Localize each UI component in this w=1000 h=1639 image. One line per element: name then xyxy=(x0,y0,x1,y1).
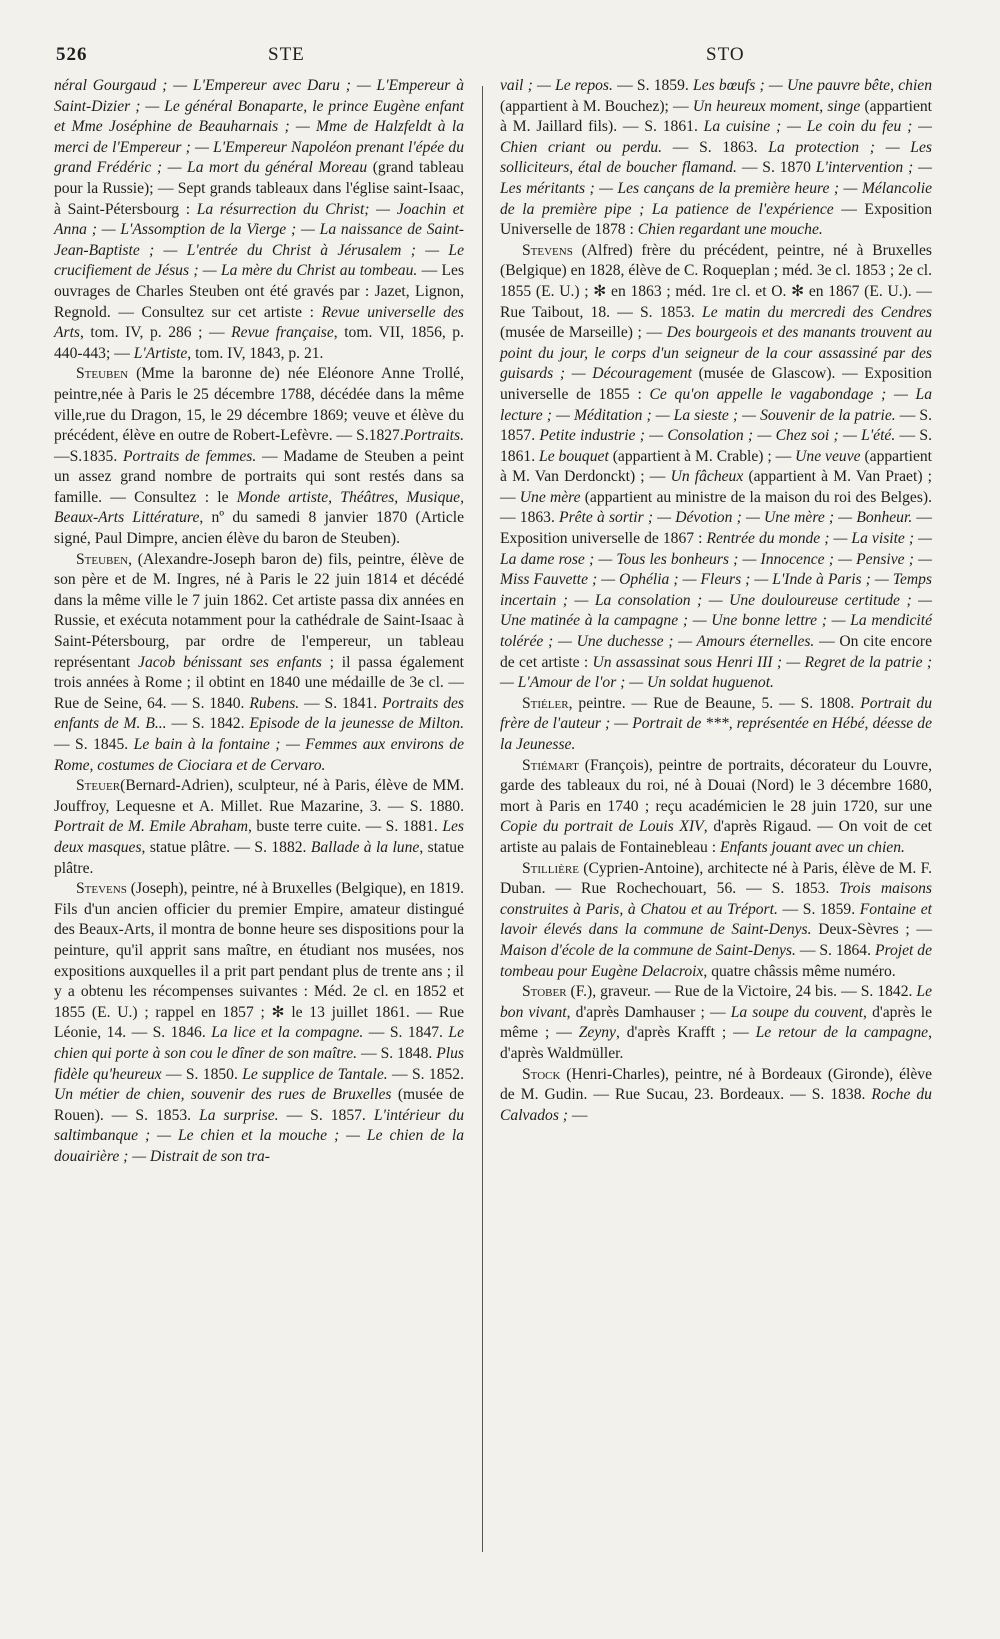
entry-paragraph: Stober (F.), graveur. — Rue de la Victoire, 24 bis. — S. 1842. Le bon vivant, d'après Damhauser ; — La soupe du couvent, d'après le même ; — Zeyny, d'après Krafft ; — Le retour de la campagne, d'après Waldmüller. xyxy=(500,983,932,1062)
left-column xyxy=(54,76,464,1167)
left-running-head: STE xyxy=(268,44,305,65)
entry-paragraph: Steuben (Mme la baronne de) née Eléonore Anne Trollé, peintre,née à Paris le 25 décembre 1788, décédée dans la même ville,rue du Dragon, 15, le 29 décembre 1869; veuve et élève du précédent, élève en outre de Robert-Lefèvre. — S.1827.Portraits. —S.1835. Portraits de femmes. — Madame de Steuben a peint un assez grand nombre de portraits qui sont restés dans sa famille. — Consultez : le Monde artiste, Théâtres, Musique, Beaux-Arts Littérature, nº du samedi 8 janvier 1870 (Article signé, Paul Dimpre, ancien élève du baron de Steuben). xyxy=(54,365,465,548)
column-divider xyxy=(482,86,483,1552)
entry-paragraph: Stock (Henri-Charles), peintre, né à Bordeaux (Gironde), élève de M. Gudin. — Rue Sucau, 23. Bordeaux. — S. 1838. Roche du Calvados ; — xyxy=(500,1065,932,1124)
entry-paragraph: Stevens (Joseph), peintre, né à Bruxelles (Belgique), en 1819. Fils d'un ancien officier du premier Empire, amateur distingué des Beaux-Arts, il montra de bonne heure ses dispositions pour la peinture, qu'il apprit sans maître, en étudiant nos musées, nos expositions auxquelles il a prit part pendant plus de trente ans ; il y a obtenu les récompenses suivantes : Méd. 2e cl. en 1852 et 1855 (E. U.) ; rappel en 1857 ; ✻ le 13 juillet 1861. — Rue Léonie, 14. — S. 1846. La lice et la compagne. — S. 1847. Le chien qui porte à son cou le dîner de son maître. — S. 1848. Plus fidèle qu'heureux — S. 1850. Le supplice de Tantale. — S. 1852. Un métier de chien, souvenir des rues de Bruxelles (musée de Rouen). — S. 1853. La surprise. — S. 1857. L'intérieur du saltimbanque ; — Le chien et la mouche ; — Le chien de la douairière ; — Distrait de son tra- xyxy=(54,880,465,1165)
entry-paragraph: néral Gourgaud ; — L'Empereur avec Daru ; — L'Empereur à Saint-Dizier ; — Le général Bonaparte, le prince Eugène enfant et Mme Joséphine de Beauharnais ; — Mme de Halzfeldt à la merci de l'Empereur ; — L'Empereur Napoléon prenant l'épée du grand Frédéric ; — La mort du général Moreau (grand tableau pour la Russie); — Sept grands tableaux dans l'église saint-Isaac, à Saint-Pétersbourg : La résurrection du Christ; — Joachin et Anna ; — L'Assomption de la Vierge ; — La naissance de Saint-Jean-Baptiste ; — L'entrée du Christ à Jérusalem ; — Le crucifiement de Jésus ; — La mère du Christ au tombeau. — Les ouvrages de Charles Steuben ont été gravés par : Jazet, Lignon, Regnold. — Consultez sur cet artiste : Revue universelle des Arts, tom. IV, p. 286 ; — Revue française, tom. VII, 1856, p. 440-443; — L'Artiste, tom. IV, 1843, p. 21. xyxy=(54,77,465,362)
entry-paragraph: Stiémart (François), peintre de portraits, décorateur du Louvre, garde des tableaux du roi, né à Douai (Nord) le 3 décembre 1680, mort à Paris en 1740 ; reçu académicien le 28 juin 1720, sur une Copie du portrait de Louis XIV, d'après Rigaud. — On voit de cet artiste au palais de Fontainebleau : Enfants jouant avec un chien. xyxy=(500,756,932,856)
entry-paragraph: vail ; — Le repos. — S. 1859. Les bœufs ; — Une pauvre bête, chien (appartient à M. Bouchez); — Un heureux moment, singe (appartient à M. Jaillard fils). — S. 1861. La cuisine ; — Le coin du feu ; — Chien criant ou perdu. — S. 1863. La protection ; — Les solliciteurs, étal de boucher flamand. — S. 1870 L'intervention ; — Les méritants ; — Les cançans de la première heure ; — Mélancolie de la première pipe ; La patience de l'expérience — Exposition Universelle de 1878 : Chien regardant une mouche. xyxy=(500,77,933,239)
entry-paragraph: Stevens (Alfred) frère du précédent, peintre, né à Bruxelles (Belgique) en 1828, élève de C. Roqueplan ; méd. 3e cl. 1853 ; 2e cl. 1855 (E. U.) ; ✻ en 1863 ; méd. 1re cl. et O. ✻ en 1867 (E. U.). — Rue Taibout, 18. — S. 1853. Le matin du mercredi des Cendres (musée de Marseille) ; — Des bourgeois et des manants trouvent au point du jour, le corps d'un seigneur de la cour assassiné par des guisards ; — Découragement (musée de Glascow). — Exposition universelle de 1855 : Ce qu'on appelle le vagabondage ; — La lecture ; — Méditation ; — La sieste ; — Souvenir de la patrie. — S. 1857. Petite industrie ; — Consolation ; — Chez soi ; — L'été. — S. 1861. Le bouquet (appartient à M. Crable) ; — Une veuve (appartient à M. Van Derdonckt) ; — Un fâcheux (appartient à M. Van Praet) ; — Une mère (appartient au ministre de la maison du roi des Belges). — 1863. Prête à sortir ; — Dévotion ; — Une mère ; — Bonheur. — Exposition universelle de 1867 : Rentrée du monde ; — La visite ; — La dame rose ; — Tous les bonheurs ; — Innocence ; — Pensive ; — Miss Fauvette ; — Ophélia ; — Fleurs ; — L'Inde à Paris ; — Temps incertain ; — La consolation ; — Une douloureuse certitude ; — Une matinée à la campagne ; — Une bonne lettre ; — La mendicité tolérée ; — Une duchesse ; — Amours éternelles. — On cite encore de cet artiste : Un assassinat sous Henri III ; — Regret de la patrie ; — L'Amour de l'or ; — Un soldat huguenot. xyxy=(500,241,933,692)
page-number: 526 xyxy=(56,44,88,65)
entry-paragraph: Stillière (Cyprien-Antoine), architecte né à Paris, élève de M. F. Duban. — Rue Rochechouart, 56. — S. 1853. Trois maisons construites à Paris, à Chatou et au Tréport. — S. 1859. Fontaine et lavoir élevés dans la commune de Saint-Denys. Deux-Sèvres ; — Maison d'école de la commune de Saint-Denys. — S. 1864. Projet de tombeau pour Eugène Delacroix, quatre châssis même numéro. xyxy=(500,859,933,980)
entry-paragraph: Stiéler, peintre. — Rue de Beaune, 5. — S. 1808. Portrait du frère de l'auteur ; — Portrait de ***, représentée en Hébé, déesse de la Jeunesse. xyxy=(500,694,933,753)
right-column xyxy=(500,76,932,1126)
entry-paragraph: Steuben, (Alexandre-Joseph baron de) fils, peintre, élève de son père et de M. Ingres, né à Paris le 22 juin 1814 et décédé dans la même ville le 7 juin 1862. Cet artiste passa dix années en Russie, et exécuta notamment pour la cathédrale de Saint-Isaac à Saint-Pétersbourg, par ordre de l'empereur, un tableau représentant Jacob bénissant ses enfants ; il passa également trois années à Rome ; il obtint en 1840 une médaille de 3e cl. — Rue de Seine, 64. — S. 1840. Rubens. — S. 1841. Portraits des enfants de M. B... — S. 1842. Episode de la jeunesse de Milton. — S. 1845. Le bain à la fontaine ; — Femmes aux environs de Rome, costumes de Ciociara et de Cervaro. xyxy=(54,550,464,774)
right-running-head: STO xyxy=(706,44,745,65)
entry-paragraph: Steuer(Bernard-Adrien), sculpteur, né à Paris, élève de MM. Jouffroy, Lequesne et A. Millet. Rue Mazarine, 3. — S. 1880. Portrait de M. Emile Abraham, buste terre cuite. — S. 1881. Les deux masques, statue plâtre. — S. 1882. Ballade à la lune, statue plâtre. xyxy=(54,777,464,877)
